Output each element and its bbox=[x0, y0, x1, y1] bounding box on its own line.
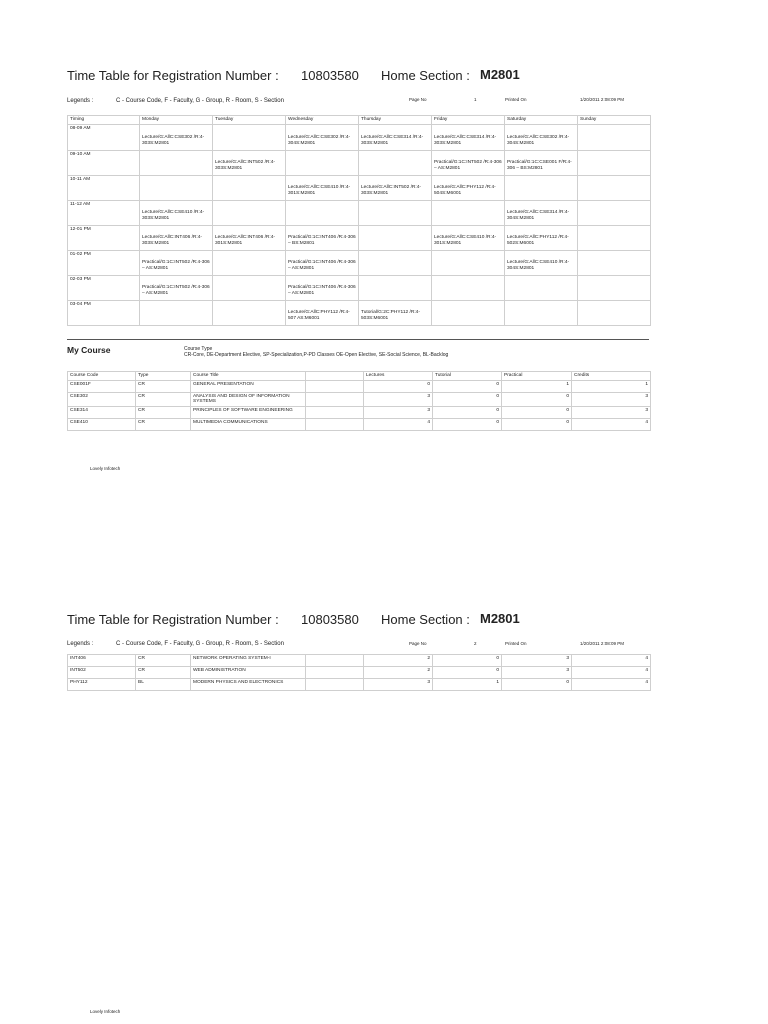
course-blank-cell bbox=[306, 406, 364, 418]
class-slot-cell bbox=[359, 275, 432, 300]
timetable-row bbox=[68, 124, 651, 150]
course-tutorial-cell: 0 bbox=[433, 392, 502, 406]
course-practical-cell: 3 bbox=[502, 667, 572, 679]
title-label: Time Table for Registration Number : bbox=[67, 612, 279, 627]
class-slot-cell bbox=[359, 150, 432, 175]
course-blank-cell bbox=[306, 392, 364, 406]
timetable bbox=[67, 115, 651, 326]
course-title-cell: ANALYSIS AND DESIGN OF INFORMATION SYSTEMS bbox=[191, 392, 306, 406]
printed-on-value: 1/20/2011 2:08:09 PM bbox=[580, 97, 624, 102]
course-title-cell: GENERAL PRESENTATION bbox=[191, 380, 306, 392]
course-header-cell: Credits bbox=[572, 372, 651, 381]
course-header-cell: Type bbox=[136, 372, 191, 381]
course-blank-cell bbox=[306, 380, 364, 392]
course-code-cell: PHY112 bbox=[68, 679, 136, 691]
page-no-value: 2 bbox=[474, 641, 477, 646]
course-tutorial-cell: 0 bbox=[433, 406, 502, 418]
course-tutorial-cell: 0 bbox=[433, 380, 502, 392]
course-type-cell: CR bbox=[136, 380, 191, 392]
course-type-text: CR-Core, DE-Department Elective, SP-Specialization,P-PD Classes OE-Open Elective, SE-Social Science, BL-Backlog bbox=[184, 352, 449, 358]
class-slot-cell bbox=[432, 250, 505, 275]
course-lectures-cell: 3 bbox=[364, 406, 433, 418]
course-practical-cell: 0 bbox=[502, 392, 572, 406]
course-type-legend bbox=[184, 346, 448, 358]
course-title-cell: NETWORK OPERATING SYSTEM-I bbox=[191, 655, 306, 667]
timetable-row bbox=[68, 300, 651, 325]
course-credits-cell: 4 bbox=[572, 667, 651, 679]
course-practical-cell: 0 bbox=[502, 418, 572, 430]
class-slot-cell bbox=[505, 275, 578, 300]
class-slot-cell bbox=[505, 175, 578, 200]
registration-number: 10803580 bbox=[301, 612, 359, 627]
course-row bbox=[68, 655, 651, 667]
course-credits-cell: 4 bbox=[572, 679, 651, 691]
timing-cell: 11-12 AM bbox=[68, 200, 140, 225]
course-table-page-1 bbox=[67, 371, 651, 431]
timetable-row bbox=[68, 275, 651, 300]
timing-cell: 03-04 PM bbox=[68, 300, 140, 325]
class-slot-cell bbox=[432, 200, 505, 225]
printed-on-value: 1/20/2011 2:08:09 PM bbox=[580, 641, 624, 646]
timetable-header-cell: Saturday bbox=[505, 116, 578, 125]
my-course-title: My Course bbox=[67, 345, 111, 355]
course-type-cell: CR bbox=[136, 406, 191, 418]
course-credits-cell: 3 bbox=[572, 392, 651, 406]
course-title-cell: PRINCIPLES OF SOFTWARE ENGINEERING bbox=[191, 406, 306, 418]
class-slot-cell: Practical/G:1C:INT406 /R:4-306 – AS:M2801 bbox=[286, 275, 359, 300]
course-practical-cell: 0 bbox=[502, 679, 572, 691]
course-blank-cell bbox=[306, 679, 364, 691]
class-slot-cell bbox=[286, 200, 359, 225]
class-slot-cell: Lecture/G:AllC:INT406 /R:4-301S:M2801 bbox=[213, 225, 286, 250]
legends-text: C - Course Code, F - Faculty, G - Group, R - Room, S - Section bbox=[116, 98, 284, 104]
home-section-label: Home Section : bbox=[381, 612, 470, 627]
course-row bbox=[68, 406, 651, 418]
course-header-cell: Tutorial bbox=[433, 372, 502, 381]
course-row bbox=[68, 380, 651, 392]
course-table-page-2 bbox=[67, 654, 651, 691]
timetable-header-cell: Timing bbox=[68, 116, 140, 125]
course-tutorial-cell: 0 bbox=[433, 655, 502, 667]
class-slot-cell bbox=[578, 124, 651, 150]
class-slot-cell: Lecture/G:AllC:CSE410 /R:4-304S:M2801 bbox=[505, 250, 578, 275]
timetable-header-row bbox=[68, 116, 651, 125]
class-slot-cell bbox=[359, 225, 432, 250]
course-header-cell: Course Code bbox=[68, 372, 136, 381]
course-row bbox=[68, 392, 651, 406]
course-blank-cell bbox=[306, 667, 364, 679]
timing-cell: 12-01 PM bbox=[68, 225, 140, 250]
course-header-cell: Course Title bbox=[191, 372, 306, 381]
timetable-row bbox=[68, 200, 651, 225]
class-slot-cell: Practical/G:1C:INT502 /R:4-306 – AS:M2801 bbox=[140, 250, 213, 275]
class-slot-cell bbox=[213, 200, 286, 225]
class-slot-cell bbox=[213, 250, 286, 275]
class-slot-cell bbox=[286, 150, 359, 175]
class-slot-cell bbox=[140, 175, 213, 200]
course-code-cell: CSE001F bbox=[68, 380, 136, 392]
timing-cell: 08-09 AM bbox=[68, 124, 140, 150]
legends-text: C - Course Code, F - Faculty, G - Group, R - Room, S - Section bbox=[116, 641, 284, 647]
course-lectures-cell: 0 bbox=[364, 380, 433, 392]
class-slot-cell bbox=[578, 175, 651, 200]
timetable-header-cell: Friday bbox=[432, 116, 505, 125]
class-slot-cell: Lecture/G:AllC:CSE314 /R:4-304S:M2801 bbox=[505, 200, 578, 225]
course-type-cell: CR bbox=[136, 667, 191, 679]
class-slot-cell bbox=[578, 200, 651, 225]
class-slot-cell: Practical/G:1C:INT406 /R:4-306 – BS:M2801 bbox=[286, 225, 359, 250]
class-slot-cell: Lecture/G:AllC:CSE410 /R:4-301S:M2801 bbox=[432, 225, 505, 250]
class-slot-cell: Lecture/G:AllC:INT502 /R:4-303S:M2801 bbox=[213, 150, 286, 175]
course-practical-cell: 1 bbox=[502, 380, 572, 392]
timetable-header-cell: Sunday bbox=[578, 116, 651, 125]
class-slot-cell: Lecture/G:AllC:INT406 /R:4-303S:M2801 bbox=[140, 225, 213, 250]
class-slot-cell: Lecture/G:AllC:CSE314 /R:4-303S:M2801 bbox=[432, 124, 505, 150]
divider bbox=[67, 339, 649, 340]
class-slot-cell: Lecture/G:AllC:PHY112 /R:4-502S:M6001 bbox=[505, 225, 578, 250]
course-code-cell: CSE314 bbox=[68, 406, 136, 418]
timetable-header-cell: Tuesday bbox=[213, 116, 286, 125]
home-section-value: M2801 bbox=[480, 611, 520, 626]
timing-cell: 01-02 PM bbox=[68, 250, 140, 275]
class-slot-cell bbox=[578, 300, 651, 325]
course-header-cell: Practical bbox=[502, 372, 572, 381]
timetable-row bbox=[68, 175, 651, 200]
page-title bbox=[67, 611, 520, 627]
timetable-header-cell: Monday bbox=[140, 116, 213, 125]
page-no-value: 1 bbox=[474, 97, 477, 102]
footer-text: Lovely Infotech bbox=[90, 1009, 121, 1014]
course-type-label: Course Type bbox=[184, 346, 213, 352]
home-section-value: M2801 bbox=[480, 67, 520, 82]
class-slot-cell: Lecture/G:AllC:CSE410 /R:4-301S:M2801 bbox=[286, 175, 359, 200]
course-row bbox=[68, 667, 651, 679]
course-practical-cell: 0 bbox=[502, 406, 572, 418]
timing-cell: 02-03 PM bbox=[68, 275, 140, 300]
class-slot-cell bbox=[578, 275, 651, 300]
course-type-cell: CR bbox=[136, 392, 191, 406]
class-slot-cell bbox=[213, 175, 286, 200]
course-credits-cell: 3 bbox=[572, 406, 651, 418]
printed-on-label: Printed On bbox=[505, 641, 527, 646]
course-row bbox=[68, 679, 651, 691]
course-title-cell: MULTIMEDIA COMMUNICATIONS bbox=[191, 418, 306, 430]
class-slot-cell: Lecture/G:AllC:PHY112 /R:4-507 AS:M6001 bbox=[286, 300, 359, 325]
course-header-cell: Lectures bbox=[364, 372, 433, 381]
course-blank-cell bbox=[306, 418, 364, 430]
course-lectures-cell: 2 bbox=[364, 667, 433, 679]
timetable-row bbox=[68, 225, 651, 250]
course-tutorial-cell: 0 bbox=[433, 667, 502, 679]
class-slot-cell: Lecture/G:AllC:CSE302 /R:4-303S:M2801 bbox=[140, 124, 213, 150]
course-code-cell: CSE302 bbox=[68, 392, 136, 406]
class-slot-cell bbox=[578, 150, 651, 175]
legends-label: Legends : bbox=[67, 641, 94, 647]
course-tutorial-cell: 0 bbox=[433, 418, 502, 430]
course-lectures-cell: 2 bbox=[364, 655, 433, 667]
timing-cell: 09-10 AM bbox=[68, 150, 140, 175]
class-slot-cell bbox=[140, 300, 213, 325]
course-header-cell bbox=[306, 372, 364, 381]
course-practical-cell: 3 bbox=[502, 655, 572, 667]
timetable-row bbox=[68, 150, 651, 175]
course-credits-cell: 4 bbox=[572, 418, 651, 430]
class-slot-cell bbox=[432, 275, 505, 300]
legends-label: Legends : bbox=[67, 98, 94, 104]
timing-cell: 10-11 AM bbox=[68, 175, 140, 200]
timetable-header-cell: Thursday bbox=[359, 116, 432, 125]
class-slot-cell: Practical/G:1C:INT406 /R:4-306 – AS:M2801 bbox=[286, 250, 359, 275]
class-slot-cell: Lecture/G:AllC:PHY112 /R:4-504S:M6001 bbox=[432, 175, 505, 200]
course-credits-cell: 4 bbox=[572, 655, 651, 667]
class-slot-cell: Lecture/G:AllC:INT502 /R:4-303S:M2801 bbox=[359, 175, 432, 200]
course-type-cell: BL bbox=[136, 679, 191, 691]
course-table-header-row bbox=[68, 372, 651, 381]
course-type-cell: CR bbox=[136, 418, 191, 430]
course-code-cell: INT406 bbox=[68, 655, 136, 667]
course-row bbox=[68, 418, 651, 430]
course-lectures-cell: 4 bbox=[364, 418, 433, 430]
title-label: Time Table for Registration Number : bbox=[67, 68, 279, 83]
course-lectures-cell: 3 bbox=[364, 679, 433, 691]
course-code-cell: CSE410 bbox=[68, 418, 136, 430]
footer-text: Lovely Infotech bbox=[90, 466, 121, 471]
registration-number: 10803580 bbox=[301, 68, 359, 83]
course-title-cell: WEB ADMINISTRATION bbox=[191, 667, 306, 679]
class-slot-cell bbox=[359, 250, 432, 275]
course-credits-cell: 1 bbox=[572, 380, 651, 392]
course-tutorial-cell: 1 bbox=[433, 679, 502, 691]
class-slot-cell: Tutorial/G:2C:PHY112 /R:4-503S:M6001 bbox=[359, 300, 432, 325]
class-slot-cell: Lecture/G:AllC:CSE302 /R:4-304S:M2801 bbox=[505, 124, 578, 150]
class-slot-cell bbox=[359, 200, 432, 225]
timetable-header-cell: Wednesday bbox=[286, 116, 359, 125]
course-type-cell: CR bbox=[136, 655, 191, 667]
class-slot-cell: Practical/G:1C:CSE001 F/R:4-306 – BS:M2801 bbox=[505, 150, 578, 175]
course-blank-cell bbox=[306, 655, 364, 667]
class-slot-cell bbox=[432, 300, 505, 325]
printed-on-label: Printed On bbox=[505, 97, 527, 102]
class-slot-cell: Lecture/G:AllC:CSE314 /R:4-303S:M2801 bbox=[359, 124, 432, 150]
home-section-label: Home Section : bbox=[381, 68, 470, 83]
class-slot-cell bbox=[213, 275, 286, 300]
class-slot-cell: Practical/G:1C:INT502 /R:4-306 – AS:M2801 bbox=[140, 275, 213, 300]
class-slot-cell bbox=[505, 300, 578, 325]
class-slot-cell bbox=[578, 225, 651, 250]
class-slot-cell bbox=[578, 250, 651, 275]
class-slot-cell bbox=[213, 300, 286, 325]
course-title-cell: MODERN PHYSICS AND ELECTRONICS bbox=[191, 679, 306, 691]
class-slot-cell: Lecture/G:AllC:CSE302 /R:4-304S:M2801 bbox=[286, 124, 359, 150]
course-lectures-cell: 3 bbox=[364, 392, 433, 406]
class-slot-cell bbox=[140, 150, 213, 175]
page-no-label: Page No bbox=[409, 641, 427, 646]
class-slot-cell: Lecture/G:AllC:CSE410 /R:4-303S:M2801 bbox=[140, 200, 213, 225]
page-no-label: Page No bbox=[409, 97, 427, 102]
class-slot-cell bbox=[213, 124, 286, 150]
class-slot-cell: Practical/G:1C:INT502 /R:4-306 – AS:M2801 bbox=[432, 150, 505, 175]
timetable-row bbox=[68, 250, 651, 275]
course-code-cell: INT502 bbox=[68, 667, 136, 679]
page-title bbox=[67, 67, 520, 83]
